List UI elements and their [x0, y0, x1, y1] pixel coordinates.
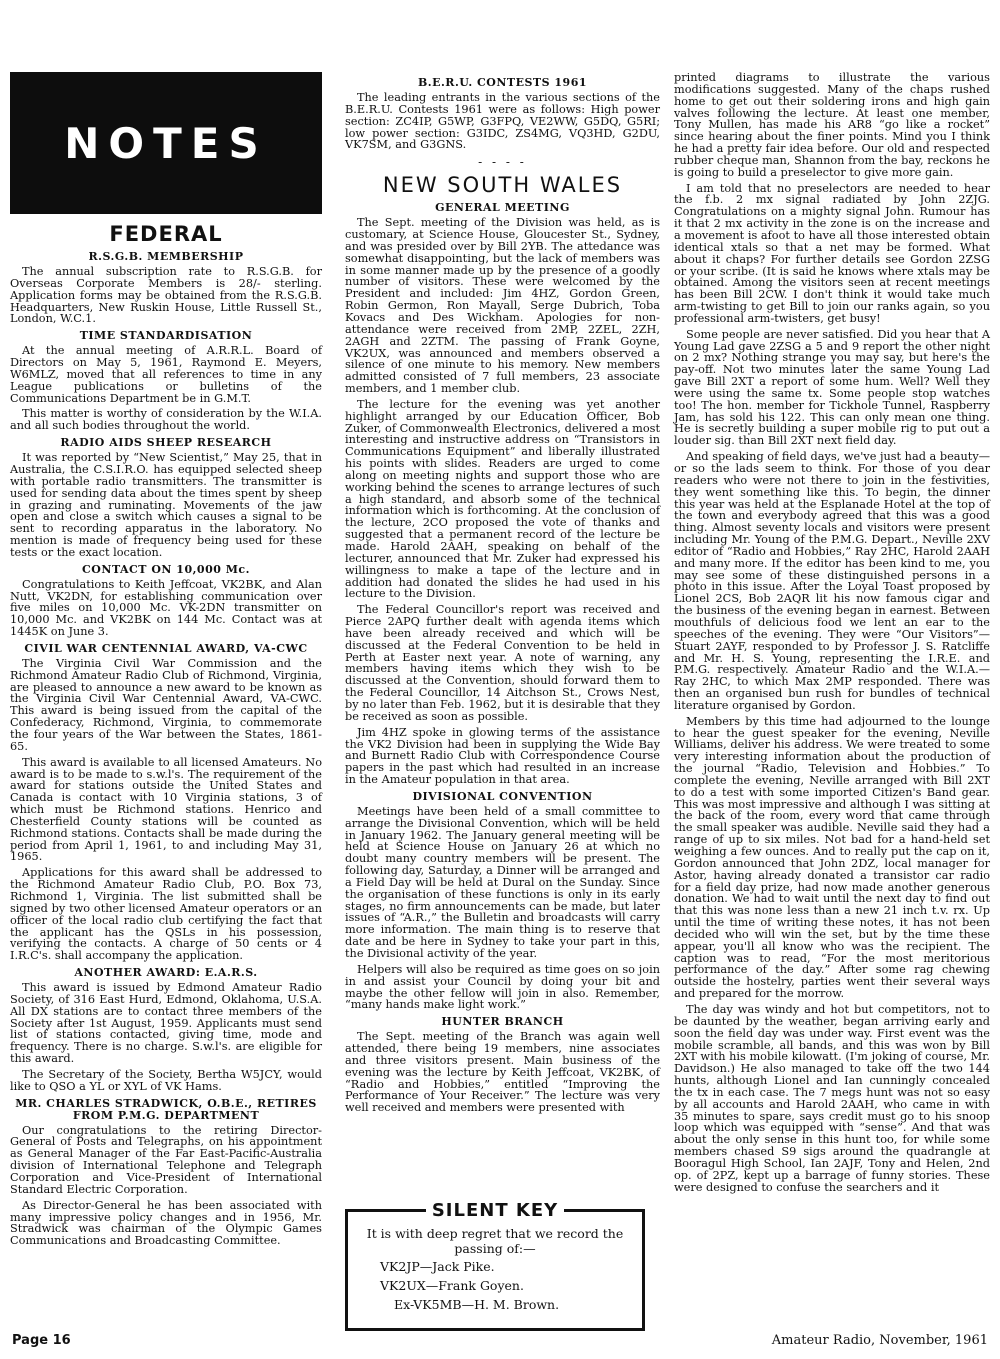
article-paragraph: The Virginia Civil War Commission and the Richmond Amateur Radio Club of Richmond, Virginia, are pleased to announce a new award to be known as the Virginia Civil War Centennial Award, VA-CWC. This award is being issued from the capital of the Confederacy, Richmond, Virginia, to commemorate the four years of the War between the States, 1861-65.	[10, 656, 322, 753]
article-heading: R.S.G.B. MEMBERSHIP	[88, 250, 244, 263]
silent-key-title-wrap	[348, 1200, 642, 1221]
column-middle	[345, 72, 660, 1118]
article-heading: GENERAL MEETING	[435, 201, 570, 215]
article-paragraph: Jim 4HZ spoke in glowing terms of the assistance the VK2 Division had been in supplying the Wide Bay and Burnett Radio Club with Correspondence Course papers in the past which had resulted in an increase in the Amateur population in that area.	[345, 725, 660, 787]
article-paragraph: The annual subscription rate to R.S.G.B. for Overseas Corporate Members is 28/- sterling. Application forms may be obtained from the R.S.G.B. Headquarters, New Ruskin House, Little Russell St., London, W.C.1.	[10, 265, 322, 326]
article-paragraph: As Director-General he has been associated with many impressive policy changes and in 1956, Mr. Stradwick was chairman of the Olympic Games Communications and Broadcasting Committee.	[10, 1198, 322, 1248]
article-paragraph: Members by this time had adjourned to the lounge to hear the guest speaker for the evening, Neville Williams, deliver his address. We were treated to some very interesting information about the production of the journal “Radio, Television and Hobbies.” To complete the evening, Neville arranged with Bill 2XT to do a test with some imported Citizen's Band gear. This was most impressive and although I was sitting at the back of the room, every word that came through the small speaker was audible. Neville said they had a range of up to six miles. Not bad for a hand-held set weighing a few ounces. And to really put the cap on it, Gordon announced that John 2DZ, local manager for Astor, having already donated a transistor car radio for a field day prize, had now made another generous donation. We had to wait until the next day to find out that this was none less than a new 21 inch t.v. rx. Up until the time of writing these notes, it has not been decided who will win the set, but by the time these appear, you'll all know who was the recipient. The caption was to read, “For the most meritorious performance of the day.” After some rag chewing outside the hostelry, parties went their several ways and prepared for the morrow.	[674, 714, 990, 1001]
article-heading: CONTACT ON 10,000 Mc.	[82, 562, 250, 576]
section-title-federal: FEDERAL	[109, 222, 223, 246]
article-paragraph: It was reported by “New Scientist,” May 25, that in Australia, the C.S.I.R.O. has equipped selected sheep with portable radio transmitters. The transmitter is used for sending data about the times spent by sheep in grazing and ruminating. Movements of the jaw open and close a switch which causes a signal to be sent to recording apparatus in the laboratory. No mention is made of frequency being used for these tests or the exact location.	[10, 451, 322, 559]
article-heading: DIVISIONAL CONVENTION	[412, 789, 593, 803]
article-paragraph: Helpers will also be required as time goes on so join in and assist your Council by doing your bit and maybe the other fellow will join in also. Remember, “many hands make light work.”	[345, 962, 660, 1012]
article-paragraph: And speaking of field days, we've just had a beauty—or so the lads seem to think. For those of you dear readers who were not there to join in the festivities, they went something like this. To begin, the dinner this year was held at the Esplanade Hotel at the top of the town and everybody agreed that this was a good thing. Almost seventy locals and visitors were present including Mr. Young of the P.M.G. Depart., Neville 2XV editor of “Radio and Hobbies,” Ray 2HC, Harold 2AAH and many more. If the editor has been kind to me, you may see some of these distinguished persons in a photo in this issue. After the Loyal Toast proposed by Lionel 2CS, Bob 2AQR lit his now famous cigar and the business of the evening began in earnest. Between mouthfuls of delicious food we lent an ear to the speeches of the evening. They were “Our Visitors”—Stuart 2AYF, responded to by Professor J. S. Ratcliffe and Mr. H. S. Young, representing the I.R.E. and P.M.G. respectively. Amateur Radio and the W.I.A.—Ray 2HC, to which Max 2MP responded. There was then an organised bun rush for bundles of technical literature organised by Gordon.	[674, 450, 990, 712]
silent-key-name: Ex-VK5MB—H. M. Brown.	[394, 1297, 560, 1312]
page-number: Page 16	[12, 1333, 71, 1348]
article-paragraph: Meetings have been held of a small committee to arrange the Divisional Convention, which will be held in January 1962. The January general meeting will be held at Science House on January 26 at which no doubt many country members will be present. The following day, Saturday, a Dinner will be arranged and a Field Day will be held at Dural on the Sunday. Since the organisation of these functions is only in its early stages, no firm announcements can be made, but later issues of “A.R.,” the Bulletin and broadcasts will carry more information. The main thing is to reserve that date and be here in Sydney to take your part in this, the Divisional activity of the year.	[345, 804, 660, 960]
article-heading-beru: B.E.R.U. CONTESTS 1961	[417, 76, 588, 89]
article-heading: TIME STANDARDISATION	[79, 329, 253, 343]
column-left	[10, 72, 322, 1251]
article-heading: MR. CHARLES STRADWICK, O.B.E., RETIRES FROM P.M.G. DEPARTMENT	[15, 1096, 317, 1122]
article-paragraph: Congratulations to Keith Jeffcoat, VK2BK, and Alan Nutt, VK2DN, for establishing communication over five miles on 10,000 Mc. VK-2DN transmitter on 10,000 Mc. and VK2BK on 144 Mc. Contact was at 1445K on June 3.	[10, 577, 322, 639]
article-paragraph: The leading entrants in the various sections of the B.E.R.U. Contests 1961 were as follows: High power section: ZC4IP, G5WP, G3FPQ, VE2WW, G5DQ, G5RI; low power section: G3IDC, ZS4MG, VQ3HD, G2DU, VK7SM, and G3GNS.	[345, 91, 660, 152]
article-paragraph: At the annual meeting of A.R.R.L. Board of Directors on May 5, 1961, Raymond E. Meyers, W6MLZ, moved that all references to time in any League publications or bulletins of the Communications Department be in G.M.T.	[10, 344, 322, 405]
article-heading: ANOTHER AWARD: E.A.R.S.	[74, 966, 258, 980]
article-paragraph: This award is issued by Edmond Amateur Radio Society, of 316 East Hurd, Edmond, Oklahoma, U.S.A. All DX stations are to contact three members of the Society after 1st August, 1959. Applicants must send list of stations contacted, giving time, mode and frequency. There is no charge. S.w.l's. are eligible for this award.	[10, 981, 322, 1066]
article-paragraph: printed diagrams to illustrate the various modifications suggested. Many of the chaps rushed home to get out their soldering irons and high gain valves following the lecture. At least one member, Tony Mullen, has made his AR8 “go like a rocket” since hearing about the finer points. Mind you I think he had a pretty fair idea before. Our old and respected rubber cheque man, Shannon from the bay, reckons he is going to build a preselector to give more gain.	[674, 71, 990, 179]
article-paragraph: The Secretary of the Society, Bertha W5JCY, would like to QSO a YL or XYL of VK Hams.	[10, 1067, 322, 1093]
article-paragraph: Some people are never satisfied. Did you hear that A Young Lad gave 2ZSG a 5 and 9 report the other night on 2 mx? Nothing strange you may say, but here's the pay-off. Not two minutes later the same Young Lad gave Bill 2XT a report of some hum. Well? Well they were using the same tx. Some people stop watches too! The hon. member for Tickhole Tunnel, Raspberry Jam, has sold his 122. This can only mean one thing. He is secretly building a super mobile rig to put out a louder sig. than Bill 2XT next field day.	[674, 327, 990, 448]
separator: - - - -	[478, 155, 527, 170]
article-paragraph: The lecture for the evening was yet another highlight arranged by our Education Officer, Bob Zuker, of Commonwealth Electronics, delivered a most interesting and instructive address on “Transistors in Communications Equipment” and liberally illustrated his points with slides. Readers are urged to come along on meeting nights and support those who are working behind the scenes to arrange lectures of such a high standard, and absorb some of the technical information which is forthcoming. At the conclusion of the lecture, 2CO proposed the vote of thanks and suggested that a permanent record of the lecture be made. Harold 2AAH, speaking on behalf of the lecturer, announced that Mr. Zuker had expressed his willingness to make a tape of the lecture and in addition had donated the slides he had used in his lecture to the Division.	[345, 397, 660, 601]
article-paragraph: The day was windy and hot but competitors, not to be daunted by the weather, began arriving early and soon the field day was under way. First event was the mobile scramble, all bands, and this was won by Bill 2XT with his mobile kilowatt. (I'm joking of course, Mr. Davidson.) He also managed to take off the two 144 hunts, although Lionel and Ian cunningly concealed the tx in each case. The 7 megs hunt was not so easy by all accounts and Harold 2AAH, who came in with 35 minutes to spare, says credit must go to his snoop loop which was equipped with “sense”. And that was about the only sense in this hunt too, for while some members chased S9 sigs around the quadrangle at Booragul High School, Ian 2AJF, Tony and Helen, 2nd op. of 2PZ, kept up a barrage of funny stories. These were designed to confuse the searchers and it	[674, 1002, 990, 1194]
article-heading: CIVIL WAR CENTENNIAL AWARD, VA-CWC	[24, 641, 308, 655]
article-paragraph: The Sept. meeting of the Division was held, as is customary, at Science House, Gloucester St., Sydney, and was presided over by Bill 2YB. The attedance was somewhat disappointing, but the lack of members was in some manner made up by the presence of a goodly number of visitors. These were welcomed by the President and included: Jim 4HZ, Gordon Green, Robin Germon, Ron Mayall, Serge Dubrich, Toba Kovacs and Des Wickham. Apologies for non-attendance were received from 2MP, 2ZEL, 2ZH, 2AGH and 2ZTM. The passing of Frank Goyne, VK2UX, was announced and members observed a silence of one minute to his memory. New members admitted consisted of 7 full members, 23 associate members, and 1 member club.	[345, 216, 660, 396]
column-right	[674, 72, 990, 1197]
article-paragraph: The Sept. meeting of the Branch was again well attended, there being 19 members, nine associates and three visitors present. Main business of the evening was the lecture by Keith Jeffcoat, VK2BK, of “Radio and Hobbies,” entitled “Improving the Performance of Your Receiver.” The lecture was very well received and members were presented with	[345, 1030, 660, 1115]
silent-key-box	[345, 1200, 645, 1331]
article-paragraph: This matter is worthy of consideration by the W.I.A. and all such bodies throughout the world.	[10, 407, 322, 433]
article-paragraph: The Federal Councillor's report was received and Pierce 2APQ further dealt with agenda items which have been already received and which will be discussed at the Federal Convention to be held in Perth at Easter next year. A note of warning, any members having items which they wish to be discussed at the Convention, should forward them to the Federal Councillor, 14 Aitchson St., Crows Nest, by no later than Feb. 1962, but it is desirable that they be received as soon as possible.	[345, 603, 660, 723]
section-title-nsw: NEW SOUTH WALES	[382, 173, 623, 198]
article-heading: RADIO AIDS SHEEP RESEARCH	[60, 436, 272, 450]
publication-info: Amateur Radio, November, 1961	[771, 1333, 988, 1348]
article-paragraph: This award is available to all licensed Amateurs. No award is to be made to s.w.l's. The requirement of the award for stations outside the United States and Canada is contact with 10 Virginia stations, 3 of which must be Richmond stations. Henrico and Chesterfield County stations will be counted as Richmond stations. Contacts shall be made during the period from April 1, 1961, to and including May 31, 1965.	[10, 755, 322, 864]
silent-key-name: VK2JP—Jack Pike.	[380, 1259, 495, 1274]
silent-key-title: SILENT KEY	[426, 1200, 564, 1221]
article-paragraph: I am told that no preselectors are needed to hear the f.b. 2 mx signal radiated by John 2ZJG. Congratulations on a mighty signal John. Rumour has it that 2 mx activity in the zone is on the increase and a movement is afoot to have all those interested obtain identical xtals so that a net may be formed. What about it chaps? For further details see Gordon 2ZSG or your scribe. (It is said he knows where xtals may be obtained. Among the visitors seen at recent meetings has been Bill 2CW. I don't think it would take much arm-twisting to get Bill to join our ranks again, so you professional arm-twisters, get busy!	[674, 181, 990, 325]
article-heading: HUNTER BRANCH	[441, 1015, 564, 1029]
notes-masthead: NOTES	[10, 72, 322, 214]
article-paragraph: Applications for this award shall be addressed to the Richmond Amateur Radio Club, P.O. Box 73, Richmond 1, Virginia. The list submitted shall be signed by two other licensed Amateur operators or an officer of the local radio club certifying the fact that the applicant has the QSLs in his possession, verifying the contacts. A charge of 50 cents or 4 I.R.C's. shall accompany the application.	[10, 866, 322, 963]
silent-key-intro: It is with deep regret that we record the passing of:—	[366, 1226, 624, 1256]
silent-key-name: VK2UX—Frank Goyen.	[380, 1278, 524, 1293]
article-paragraph: Our congratulations to the retiring Director-General of Posts and Telegraphs, on his appointment as General Manager of the Far East-Pacific-Australia division of International Telephone and Telegraph Corporation and Vice-President of International Standard Electric Corporation.	[10, 1123, 322, 1196]
